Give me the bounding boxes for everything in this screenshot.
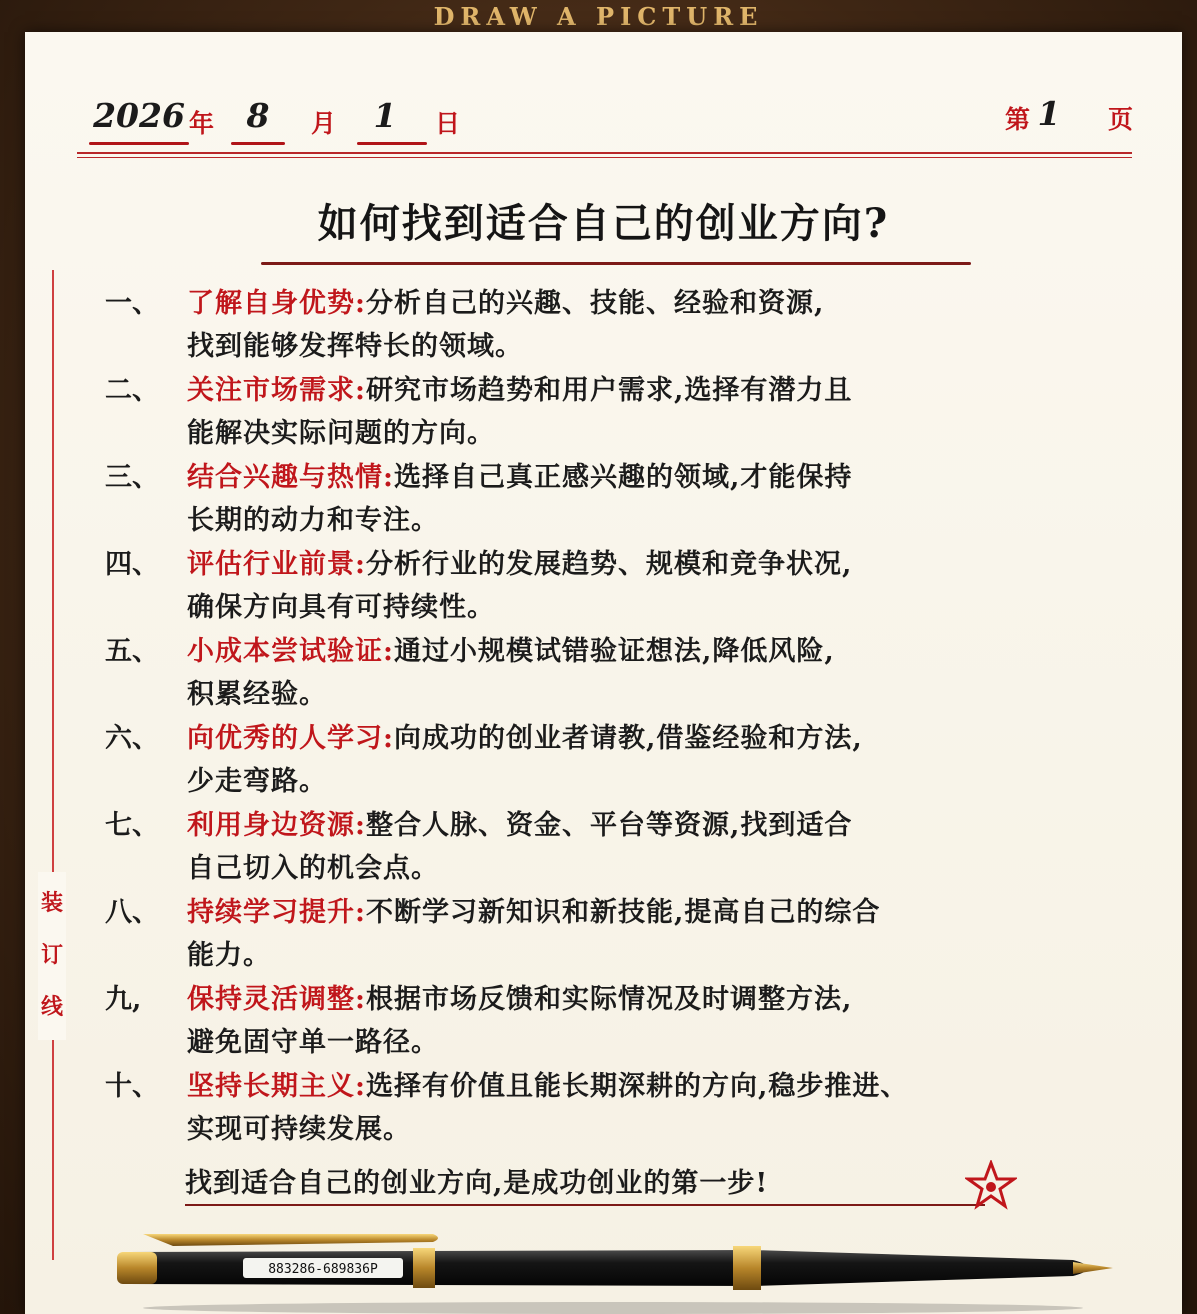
list-item [105, 543, 1145, 630]
item-text: 整合人脉、资金、平台等资源,找到适合 [365, 810, 853, 841]
date-month-underline [231, 142, 285, 145]
item-text: 选择有价值且能长期深耕的方向,稳步推进、 [365, 1071, 909, 1102]
item-number: 四、 [105, 549, 159, 580]
item-text: 分析行业的发展趋势、规模和竞争状况, [365, 549, 853, 580]
item-line-1 [187, 891, 880, 935]
item-line-2: 能解决实际问题的方向。 [187, 418, 495, 449]
pen-serial: 883286-689836P [268, 1262, 378, 1277]
item-line-1 [187, 543, 852, 587]
closing-line: 找到适合自己的创业方向,是成功创业的第一步! [185, 1168, 769, 1199]
item-line-1 [187, 804, 852, 848]
item-text: 根据市场反馈和实际情况及时调整方法, [365, 984, 853, 1015]
item-heading: 保持灵活调整: [187, 984, 366, 1015]
page-number: 1 [1037, 94, 1061, 133]
item-number: 一、 [105, 288, 159, 319]
item-text: 向成功的创业者请教,借鉴经验和方法, [393, 723, 863, 754]
item-line-2: 确保方向具有可持续性。 [187, 592, 495, 623]
list-item [105, 1065, 1145, 1152]
header-rule-thin [77, 157, 1132, 158]
header-rule [77, 152, 1132, 154]
page-prefix: 第 [1005, 105, 1031, 134]
item-heading: 持续学习提升: [187, 897, 366, 928]
item-heading: 关注市场需求: [187, 375, 366, 406]
banner-title: DRAW A PICTURE [433, 2, 764, 31]
item-number: 八、 [105, 897, 159, 928]
item-text: 研究市场趋势和用户需求,选择有潜力且 [365, 375, 853, 406]
item-line-1 [187, 369, 852, 413]
red-star-stamp-icon [965, 1160, 1017, 1212]
item-number: 二、 [105, 375, 159, 406]
binding-char: 线 [40, 995, 63, 1020]
list-item [105, 456, 1145, 543]
list-item [105, 804, 1145, 891]
item-line-2: 自己切入的机会点。 [187, 853, 439, 884]
binding-label [38, 872, 66, 1040]
page-title: 如何找到适合自己的创业方向? [317, 200, 890, 247]
closing-underline [185, 1204, 985, 1206]
item-line-1 [187, 630, 835, 674]
item-line-2: 避免固守单一路径。 [187, 1027, 439, 1058]
item-line-2: 找到能够发挥特长的领域。 [187, 331, 523, 362]
list-item [105, 891, 1145, 978]
date-day-unit: 日 [435, 109, 461, 138]
letter-paper [25, 32, 1182, 1314]
date-day-underline [357, 142, 427, 145]
date-month: 8 [246, 96, 270, 135]
binding-margin-line [52, 270, 54, 1260]
advice-list [105, 282, 1145, 1152]
list-item [105, 717, 1145, 804]
list-item [105, 630, 1145, 717]
item-text: 通过小规模试错验证想法,降低风险, [393, 636, 835, 667]
item-line-2: 少走弯路。 [187, 766, 327, 797]
item-heading: 评估行业前景: [187, 549, 366, 580]
item-number: 七、 [105, 810, 159, 841]
item-line-1 [187, 717, 863, 761]
date-year-unit: 年 [189, 109, 215, 138]
date-day: 1 [373, 96, 397, 135]
item-line-2: 积累经验。 [187, 679, 327, 710]
item-heading: 小成本尝试验证: [187, 636, 394, 667]
item-heading: 结合兴趣与热情: [187, 462, 394, 493]
binding-char: 订 [40, 943, 63, 968]
item-line-1 [187, 282, 824, 326]
item-line-2: 能力。 [187, 940, 271, 971]
item-text: 不断学习新知识和新技能,提高自己的综合 [365, 897, 881, 928]
date-month-unit: 月 [311, 109, 337, 138]
title-underline [261, 262, 971, 265]
pen-icon [113, 1222, 1113, 1314]
binding-char: 装 [40, 891, 63, 916]
list-item [105, 282, 1145, 369]
item-heading: 向优秀的人学习: [187, 723, 394, 754]
item-number: 九, [105, 984, 142, 1015]
item-number: 十、 [105, 1071, 159, 1102]
item-line-1 [187, 1065, 908, 1109]
item-number: 五、 [105, 636, 159, 667]
item-heading: 坚持长期主义: [187, 1071, 366, 1102]
list-item [105, 978, 1145, 1065]
item-number: 三、 [105, 462, 159, 493]
list-item [105, 369, 1145, 456]
date-year-underline [89, 142, 189, 145]
item-heading: 利用身边资源: [187, 810, 366, 841]
item-line-1 [187, 456, 852, 500]
item-line-1 [187, 978, 852, 1022]
item-line-2: 长期的动力和专注。 [187, 505, 439, 536]
page-suffix: 页 [1108, 105, 1134, 134]
item-number: 六、 [105, 723, 159, 754]
date-year: 2026 [93, 96, 185, 135]
item-text: 分析自己的兴趣、技能、经验和资源, [365, 288, 825, 319]
item-line-2: 实现可持续发展。 [187, 1114, 411, 1145]
item-heading: 了解自身优势: [187, 288, 366, 319]
item-text: 选择自己真正感兴趣的领域,才能保持 [393, 462, 853, 493]
